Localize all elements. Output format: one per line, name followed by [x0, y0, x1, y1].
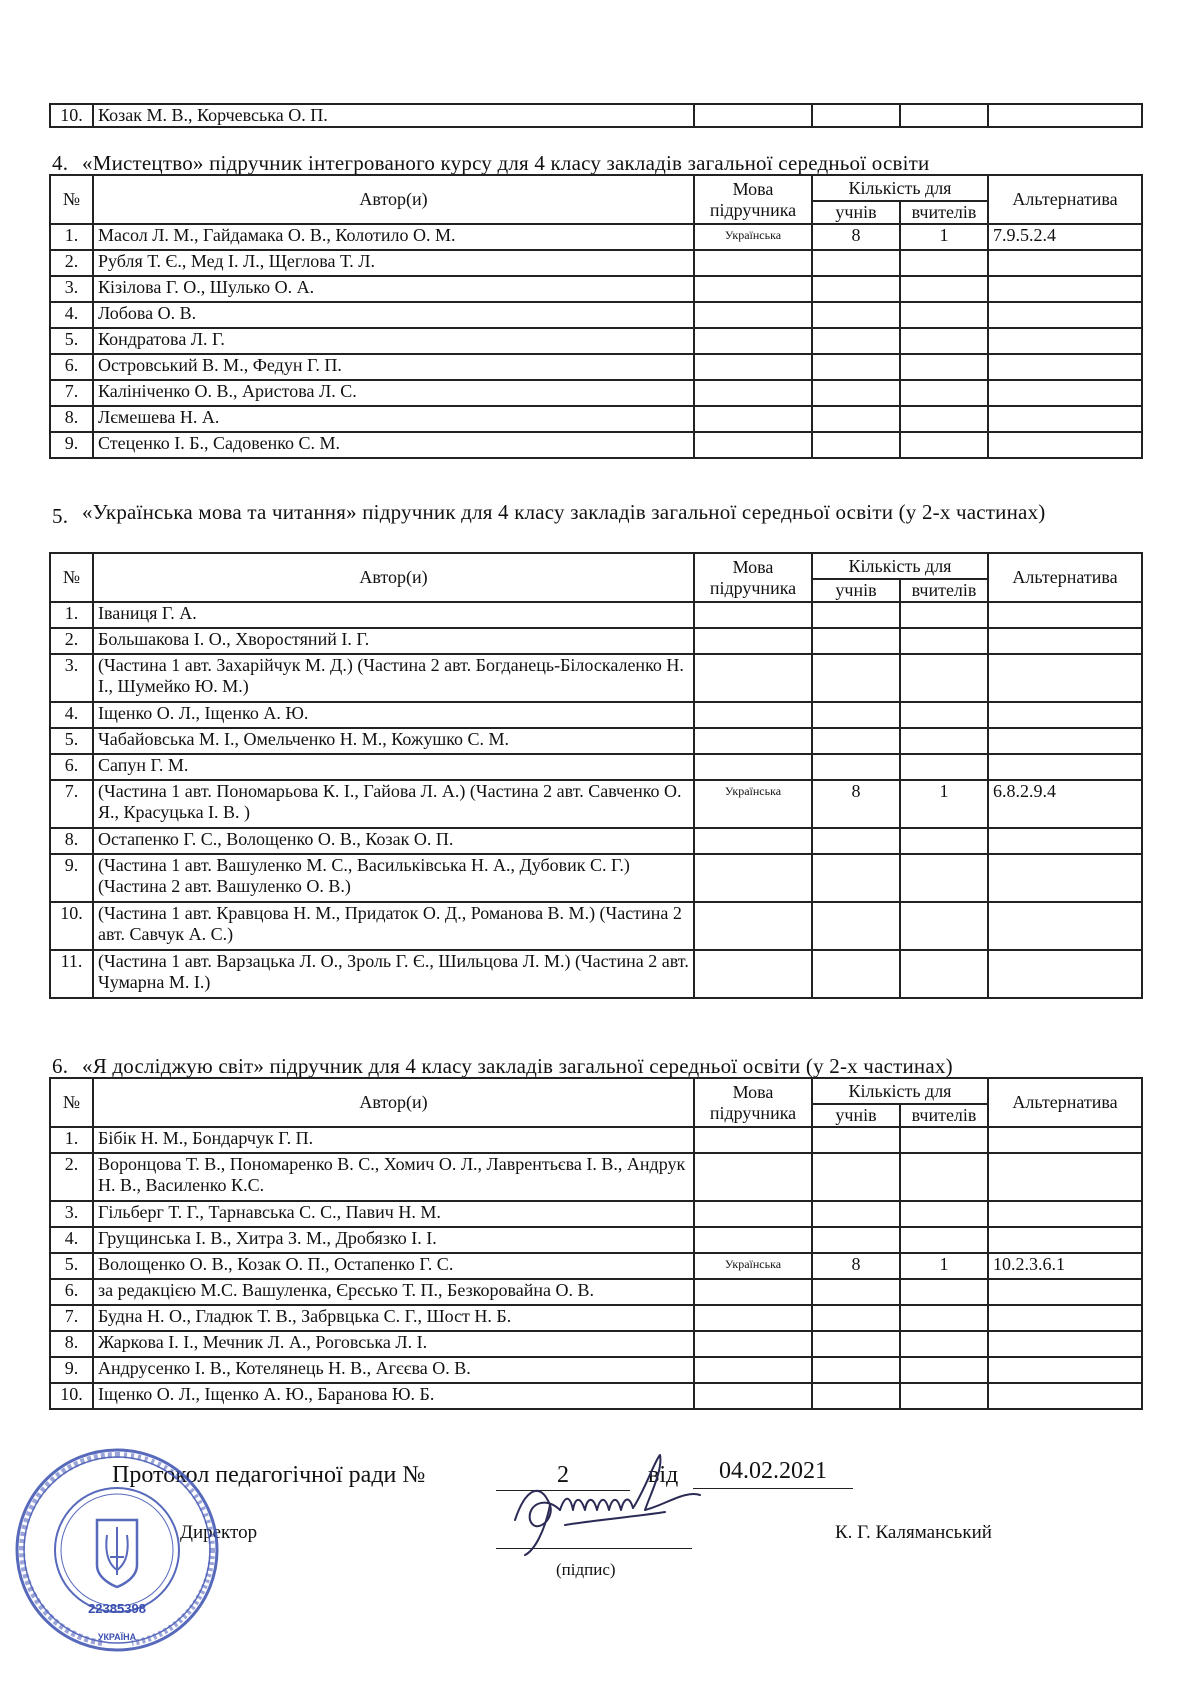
- row-number: 5.: [50, 328, 93, 354]
- row-students: [812, 328, 900, 354]
- row-number: 10.: [50, 1383, 93, 1409]
- row-students: [812, 104, 900, 127]
- table-row: [50, 1227, 1142, 1253]
- section-5-title: [52, 500, 1132, 528]
- table-row: [50, 728, 1142, 754]
- row-lang: [694, 1153, 812, 1201]
- row-lang: [694, 628, 812, 654]
- section-number: 6.: [52, 1054, 69, 1078]
- row-students: 8: [812, 780, 900, 828]
- row-lang: [694, 250, 812, 276]
- lang-line-2: підручника: [709, 577, 797, 598]
- row-alt: [988, 754, 1142, 780]
- row-number: 3.: [50, 1201, 93, 1227]
- row-authors: Калініченко О. В., Аристова Л. С.: [93, 380, 694, 406]
- table-row: [50, 380, 1142, 406]
- row-alt: [988, 302, 1142, 328]
- lang-line-2: підручника: [709, 199, 797, 220]
- row-number: 8.: [50, 1331, 93, 1357]
- row-teachers: [900, 354, 988, 380]
- row-alt: [988, 702, 1142, 728]
- section-title-text: «Мистецтво» підручник інтегрованого курсу для 4 класу закладів загальної середньої освіти: [82, 151, 930, 175]
- row-lang: [694, 854, 812, 902]
- row-authors: (Частина 1 авт. Кравцова Н. М., Придаток О. Д., Романова В. М.) (Частина 2 авт. Савчук А. С.): [93, 902, 694, 950]
- table-row: [50, 1253, 1142, 1279]
- section-4-title: [52, 147, 1132, 175]
- row-number: 4.: [50, 702, 93, 728]
- table-row: [50, 1153, 1142, 1201]
- signature-caption: (підпис): [556, 1560, 616, 1579]
- row-alt: [988, 602, 1142, 628]
- row-teachers: [900, 602, 988, 628]
- table-row: [50, 276, 1142, 302]
- row-teachers: 1: [900, 780, 988, 828]
- row-authors: (Частина 1 авт. Захарійчук М. Д.) (Частина 2 авт. Богданець-Білоскаленко Н. І., Шумейко Ю. М.): [93, 654, 694, 702]
- row-lang: [694, 1305, 812, 1331]
- row-authors: Остапенко Г. С., Волощенко О. В., Козак О. П.: [93, 828, 694, 854]
- row-authors: за редакцією М.С. Вашуленка, Єрєсько Т. П., Безкоровайна О. В.: [93, 1279, 694, 1305]
- row-number: 2.: [50, 628, 93, 654]
- row-students: [812, 406, 900, 432]
- protocol-number: 2: [496, 1462, 630, 1491]
- row-lang: [694, 1357, 812, 1383]
- col-header-students: учнів: [812, 579, 900, 602]
- section-number: 4.: [52, 151, 69, 175]
- row-lang: [694, 276, 812, 302]
- section-6-title: [52, 1050, 1132, 1078]
- row-lang: [694, 328, 812, 354]
- section-title-text: «Українська мова та читання» підручник для 4 класу закладів загальної середньої освіти (у 2-х частинах): [82, 500, 1046, 524]
- row-number: 10.: [50, 104, 93, 127]
- row-teachers: [900, 406, 988, 432]
- row-authors: Гільберг Т. Г., Тарнавська С. С., Павич Н. М.: [93, 1201, 694, 1227]
- row-authors: Козак М. В., Корчевська О. П.: [93, 104, 694, 127]
- row-authors: Сапун Г. М.: [93, 754, 694, 780]
- row-authors: Воронцова Т. В., Пономаренко В. С., Хомич О. Л., Лаврентьєва І. В., Андрук Н. В., Василенко К.С.: [93, 1153, 694, 1201]
- row-authors: Грущинська І. В., Хитра З. М., Дробязко І. І.: [93, 1227, 694, 1253]
- row-number: 6.: [50, 354, 93, 380]
- row-number: 8.: [50, 406, 93, 432]
- row-students: [812, 1279, 900, 1305]
- row-authors: Кізілова Г. О., Шулько О. А.: [93, 276, 694, 302]
- table-row: [50, 902, 1142, 950]
- row-teachers: [900, 950, 988, 998]
- row-teachers: [900, 1201, 988, 1227]
- table-row: [50, 702, 1142, 728]
- row-students: [812, 602, 900, 628]
- col-header-authors: Автор(и): [93, 1078, 694, 1127]
- table-row: [50, 1357, 1142, 1383]
- section-4-table: [49, 174, 1143, 459]
- row-students: [812, 250, 900, 276]
- section-5-table: [49, 552, 1143, 999]
- col-header-number: №: [50, 553, 93, 602]
- row-number: 2.: [50, 1153, 93, 1201]
- row-teachers: [900, 276, 988, 302]
- row-teachers: [900, 1357, 988, 1383]
- row-alt: [988, 1153, 1142, 1201]
- row-number: 7.: [50, 1305, 93, 1331]
- row-alt: [988, 432, 1142, 458]
- row-number: 11.: [50, 950, 93, 998]
- row-students: [812, 380, 900, 406]
- table-row: [50, 780, 1142, 828]
- col-header-students: учнів: [812, 201, 900, 224]
- row-alt: [988, 1127, 1142, 1153]
- row-lang: [694, 1331, 812, 1357]
- row-teachers: [900, 628, 988, 654]
- table-row: [50, 104, 1142, 127]
- row-number: 1.: [50, 602, 93, 628]
- row-alt: [988, 1279, 1142, 1305]
- protocol-date: 04.02.2021: [693, 1458, 853, 1489]
- table-row: [50, 1383, 1142, 1409]
- row-number: 10.: [50, 902, 93, 950]
- row-authors: Лємешева Н. А.: [93, 406, 694, 432]
- row-authors: Іщенко О. Л., Іщенко А. Ю.: [93, 702, 694, 728]
- row-alt: 6.8.2.9.4: [988, 780, 1142, 828]
- col-header-authors: Автор(и): [93, 175, 694, 224]
- table-row: [50, 1201, 1142, 1227]
- row-lang: [694, 902, 812, 950]
- row-teachers: [900, 902, 988, 950]
- row-lang: [694, 406, 812, 432]
- row-lang: [694, 828, 812, 854]
- row-authors: Кондратова Л. Г.: [93, 328, 694, 354]
- col-header-language: [694, 553, 812, 602]
- section-6-table: [49, 1077, 1143, 1410]
- row-alt: [988, 354, 1142, 380]
- row-number: 2.: [50, 250, 93, 276]
- row-alt: 10.2.3.6.1: [988, 1253, 1142, 1279]
- row-teachers: [900, 1383, 988, 1409]
- row-number: 7.: [50, 780, 93, 828]
- row-students: [812, 1201, 900, 1227]
- col-header-number: №: [50, 1078, 93, 1127]
- row-students: [812, 702, 900, 728]
- row-students: [812, 302, 900, 328]
- row-authors: Бібік Н. М., Бондарчук Г. П.: [93, 1127, 694, 1153]
- row-teachers: [900, 1279, 988, 1305]
- row-number: 9.: [50, 854, 93, 902]
- row-students: [812, 1127, 900, 1153]
- row-authors: Андрусенко І. В., Котелянець Н. В., Агєєва О. В.: [93, 1357, 694, 1383]
- row-students: [812, 276, 900, 302]
- row-lang: [694, 1227, 812, 1253]
- row-lang: [694, 1279, 812, 1305]
- col-header-language: [694, 175, 812, 224]
- table-row: [50, 1127, 1142, 1153]
- row-number: 4.: [50, 1227, 93, 1253]
- table-row: [50, 302, 1142, 328]
- row-students: [812, 950, 900, 998]
- table-row: [50, 628, 1142, 654]
- row-number: 4.: [50, 302, 93, 328]
- row-lang: Українська: [694, 780, 812, 828]
- row-alt: [988, 854, 1142, 902]
- row-teachers: [900, 728, 988, 754]
- protocol-label: Протокол педагогічної ради №: [112, 1462, 426, 1488]
- row-authors: Будна Н. О., Гладюк Т. В., Забрвцька С. Г., Шост Н. Б.: [93, 1305, 694, 1331]
- row-number: 9.: [50, 1357, 93, 1383]
- row-lang: [694, 1201, 812, 1227]
- row-teachers: [900, 328, 988, 354]
- row-authors: (Частина 1 авт. Варзацька Л. О., Зроль Г. Є., Шильцова Л. М.) (Частина 2 авт. Чумарна М. І.): [93, 950, 694, 998]
- row-students: [812, 1305, 900, 1331]
- row-teachers: [900, 302, 988, 328]
- row-lang: [694, 602, 812, 628]
- row-alt: [988, 406, 1142, 432]
- row-lang: [694, 432, 812, 458]
- row-number: 8.: [50, 828, 93, 854]
- row-students: [812, 828, 900, 854]
- col-header-alternative: Альтернатива: [988, 1078, 1142, 1127]
- row-alt: [988, 950, 1142, 998]
- col-header-students: учнів: [812, 1104, 900, 1127]
- row-authors: (Частина 1 авт. Пономарьова К. І., Гайова Л. А.) (Частина 2 авт. Савченко О. Я., Красуцька І. В. ): [93, 780, 694, 828]
- row-alt: [988, 728, 1142, 754]
- director-name: К. Г. Каляманський: [835, 1522, 992, 1543]
- row-teachers: [900, 654, 988, 702]
- table-row: [50, 328, 1142, 354]
- table-row: [50, 354, 1142, 380]
- row-lang: Українська: [694, 224, 812, 250]
- col-header-teachers: вчителів: [900, 1104, 988, 1127]
- row-authors: Волощенко О. В., Козак О. П., Остапенко Г. С.: [93, 1253, 694, 1279]
- row-teachers: [900, 828, 988, 854]
- stamp-country: УКРАЇНА: [97, 1632, 137, 1642]
- row-lang: [694, 654, 812, 702]
- signature-image: [505, 1450, 705, 1560]
- row-students: [812, 1153, 900, 1201]
- row-alt: [988, 902, 1142, 950]
- row-teachers: [900, 1331, 988, 1357]
- lang-line-1: Мова: [732, 556, 774, 577]
- col-header-alternative: Альтернатива: [988, 553, 1142, 602]
- row-teachers: 1: [900, 1253, 988, 1279]
- table-row: [50, 406, 1142, 432]
- row-authors: (Частина 1 авт. Вашуленко М. С., Васильківська Н. А., Дубовик С. Г.) (Частина 2 авт. Вашуленко О. В.): [93, 854, 694, 902]
- row-lang: [694, 1383, 812, 1409]
- table-row: [50, 1305, 1142, 1331]
- row-teachers: [900, 1227, 988, 1253]
- table-row: [50, 754, 1142, 780]
- row-students: [812, 354, 900, 380]
- row-authors: Масол Л. М., Гайдамака О. В., Колотило О. М.: [93, 224, 694, 250]
- row-students: [812, 854, 900, 902]
- row-lang: Українська: [694, 1253, 812, 1279]
- table-row: [50, 854, 1142, 902]
- row-alt: [988, 628, 1142, 654]
- row-alt: [988, 654, 1142, 702]
- row-lang: [694, 380, 812, 406]
- row-alt: [988, 1357, 1142, 1383]
- row-authors: Большакова І. О., Хворостяний І. Г.: [93, 628, 694, 654]
- row-alt: [988, 328, 1142, 354]
- row-authors: Островський В. М., Федун Г. П.: [93, 354, 694, 380]
- row-alt: [988, 1227, 1142, 1253]
- col-header-teachers: вчителів: [900, 579, 988, 602]
- table-row: [50, 1331, 1142, 1357]
- col-header-quantity: Кількість для: [812, 1078, 988, 1104]
- row-students: 8: [812, 224, 900, 250]
- table-row: [50, 250, 1142, 276]
- row-number: 6.: [50, 1279, 93, 1305]
- row-students: [812, 902, 900, 950]
- row-teachers: [900, 854, 988, 902]
- table-row: [50, 224, 1142, 250]
- section-title-text: «Я досліджую світ» підручник для 4 класу закладів загальної середньої освіти (у 2-х частинах): [82, 1054, 953, 1078]
- col-header-number: №: [50, 175, 93, 224]
- row-teachers: 1: [900, 224, 988, 250]
- row-authors: Іваниця Г. А.: [93, 602, 694, 628]
- col-header-alternative: Альтернатива: [988, 175, 1142, 224]
- row-students: [812, 728, 900, 754]
- row-students: [812, 754, 900, 780]
- lang-line-2: підручника: [709, 1102, 797, 1123]
- row-teachers: [900, 1153, 988, 1201]
- row-teachers: [900, 380, 988, 406]
- col-header-language: [694, 1078, 812, 1127]
- row-authors: Рубля Т. Є., Мед І. Л., Щеглова Т. Л.: [93, 250, 694, 276]
- row-teachers: [900, 1305, 988, 1331]
- row-number: 5.: [50, 728, 93, 754]
- table-row: [50, 950, 1142, 998]
- col-header-teachers: вчителів: [900, 201, 988, 224]
- stamp-code: 22385398: [88, 1601, 146, 1616]
- table-row: [50, 654, 1142, 702]
- row-number: 9.: [50, 432, 93, 458]
- row-authors: Іщенко О. Л., Іщенко А. Ю., Баранова Ю. Б.: [93, 1383, 694, 1409]
- row-students: 8: [812, 1253, 900, 1279]
- row-alt: [988, 1383, 1142, 1409]
- row-lang: [694, 354, 812, 380]
- row-number: 1.: [50, 1127, 93, 1153]
- row-lang: [694, 1127, 812, 1153]
- official-stamp: [12, 1445, 222, 1655]
- table-continuation: [49, 103, 1143, 128]
- row-authors: Лобова О. В.: [93, 302, 694, 328]
- row-teachers: [900, 702, 988, 728]
- row-teachers: [900, 104, 988, 127]
- row-number: 7.: [50, 380, 93, 406]
- row-teachers: [900, 1127, 988, 1153]
- row-alt: [988, 380, 1142, 406]
- col-header-authors: Автор(и): [93, 553, 694, 602]
- row-alt: [988, 1331, 1142, 1357]
- row-students: [812, 1331, 900, 1357]
- row-number: 3.: [50, 276, 93, 302]
- row-teachers: [900, 250, 988, 276]
- row-alt: [988, 104, 1142, 127]
- table-row: [50, 1279, 1142, 1305]
- table-row: [50, 828, 1142, 854]
- row-lang: [694, 702, 812, 728]
- row-authors: Стеценко І. Б., Садовенко С. М.: [93, 432, 694, 458]
- row-lang: [694, 104, 812, 127]
- lang-line-1: Мова: [732, 178, 774, 199]
- col-header-quantity: Кількість для: [812, 553, 988, 579]
- row-number: 5.: [50, 1253, 93, 1279]
- col-header-quantity: Кількість для: [812, 175, 988, 201]
- director-label: Директор: [180, 1522, 258, 1543]
- row-students: [812, 432, 900, 458]
- row-teachers: [900, 754, 988, 780]
- row-alt: 7.9.5.2.4: [988, 224, 1142, 250]
- row-lang: [694, 754, 812, 780]
- row-alt: [988, 276, 1142, 302]
- row-students: [812, 1227, 900, 1253]
- row-students: [812, 1383, 900, 1409]
- row-alt: [988, 250, 1142, 276]
- row-authors: Чабайовська М. І., Омельченко Н. М., Кожушко С. М.: [93, 728, 694, 754]
- row-lang: [694, 950, 812, 998]
- row-students: [812, 628, 900, 654]
- row-students: [812, 654, 900, 702]
- row-lang: [694, 302, 812, 328]
- row-number: 6.: [50, 754, 93, 780]
- row-alt: [988, 828, 1142, 854]
- table-row: [50, 602, 1142, 628]
- row-number: 1.: [50, 224, 93, 250]
- row-teachers: [900, 432, 988, 458]
- from-label: від: [648, 1462, 679, 1488]
- row-authors: Жаркова І. І., Мечник Л. А., Роговська Л. І.: [93, 1331, 694, 1357]
- table-row: [50, 432, 1142, 458]
- row-students: [812, 1357, 900, 1383]
- row-alt: [988, 1305, 1142, 1331]
- lang-line-1: Мова: [732, 1081, 774, 1102]
- section-number: 5.: [52, 504, 69, 528]
- row-lang: [694, 728, 812, 754]
- row-number: 3.: [50, 654, 93, 702]
- row-alt: [988, 1201, 1142, 1227]
